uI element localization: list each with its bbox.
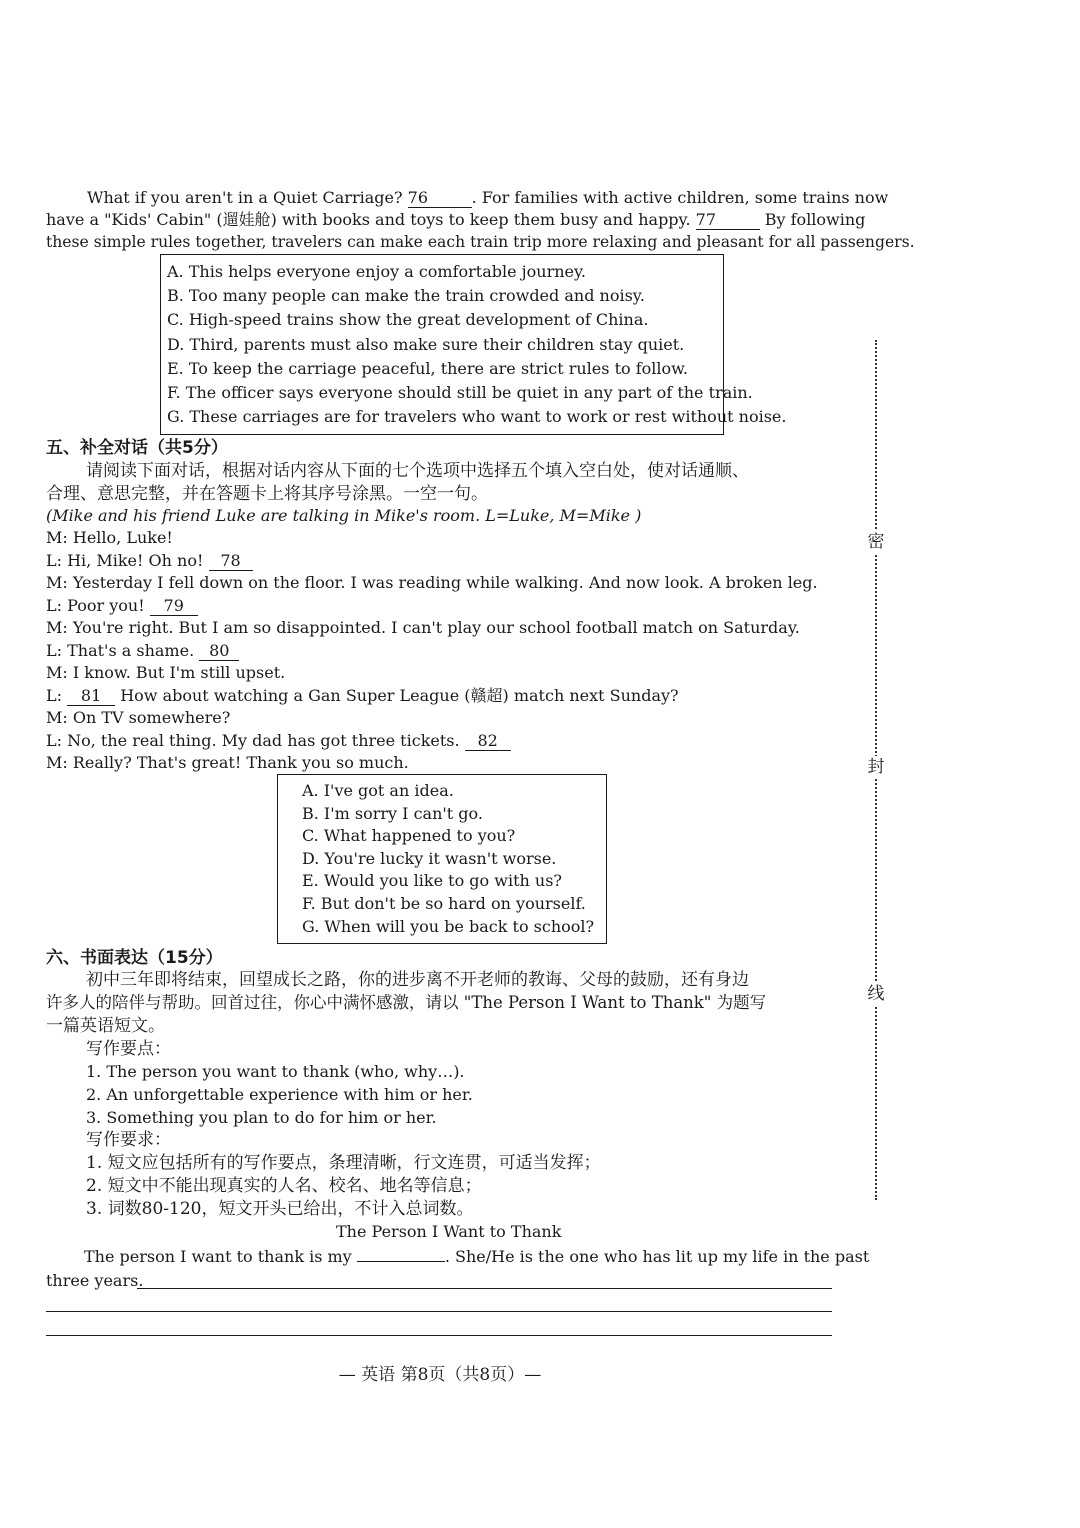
dialogue-option-g: G. When will you be back to school?	[302, 916, 595, 936]
dialogue-options-box	[277, 774, 607, 944]
dialogue-line-9: M: On TV somewhere?	[46, 708, 231, 727]
writing-req-2: 2. 短文中不能出现真实的人名、校名、地名等信息；	[86, 1176, 482, 1196]
reading-option-e: E. To keep the carriage peaceful, there are strict rules to follow.	[167, 358, 689, 378]
dialogue-line-5: M: You're right. But I am so disappointed. I can't play our school football match on Saturday.	[46, 618, 800, 637]
dialogue-option-b: B. I'm sorry I can't go.	[302, 803, 483, 823]
writing-req-1: 1. 短文应包括所有的写作要点，条理清晰，行文连贯，可适当发挥；	[86, 1153, 601, 1173]
writing-req-3: 3. 词数80-120，短文开头已给出，不计入总词数。	[86, 1199, 474, 1219]
reading-options-box	[160, 254, 787, 435]
section6-para-3: 一篇英语短文。	[46, 1016, 165, 1036]
dialogue-option-a: A. I've got an idea.	[302, 781, 454, 800]
reading-line-2: have a "Kids' Cabin" (遛娃舱) with books and toys to keep them busy and happy. 77 By following	[46, 210, 866, 229]
section5-instruction-2: 合理、意思完整，并在答题卡上将其序号涂黑。一空一句。	[46, 484, 488, 504]
dialogue-line-11: M: Really? That's great! Thank you so much.	[46, 753, 409, 772]
dialogue-line-4: L: Poor you! 79	[46, 595, 198, 617]
writing-line-1[interactable]	[137, 1288, 832, 1289]
dialogue-option-e: E. Would you like to go with us?	[302, 871, 562, 891]
section6-para-2: 许多人的陪伴与帮助。回首过往，你心中满怀感激，请以 "The Person I Want to Thank" 为题写	[46, 993, 767, 1012]
dialogue-option-d: D. You're lucky it wasn't worse.	[302, 848, 557, 868]
blank-77[interactable]: 77	[696, 211, 760, 230]
dialogue-line-2: L: Hi, Mike! Oh no! 78	[46, 550, 253, 572]
dialogue-scene: (Mike and his friend Luke are talking in Mike's room. L=Luke, M=Mike )	[46, 506, 642, 525]
dialogue-line-1: M: Hello, Luke!	[46, 528, 173, 547]
blank-79[interactable]: 79	[150, 597, 198, 616]
blank-82[interactable]: 82	[465, 732, 511, 751]
reading-option-f: F. The officer says everyone should still be quiet in any part of the train.	[167, 383, 753, 403]
writing-point-1: 1. The person you want to thank (who, why…).	[86, 1062, 465, 1081]
reading-option-a: A. This helps everyone enjoy a comfortable journey.	[167, 262, 586, 281]
essay-start-line-1: The person I want to thank is my . She/He is the one who has lit up my life in the past	[84, 1247, 870, 1266]
writing-points-title: 写作要点：	[86, 1039, 171, 1059]
blank-78[interactable]: 78	[209, 552, 253, 571]
seal-char-mi: 密	[867, 532, 885, 552]
blank-76[interactable]: 76	[408, 189, 472, 208]
section6-heading: 六、书面表达（15分）	[46, 948, 223, 968]
essay-blank-person[interactable]	[357, 1261, 445, 1262]
section5-heading: 五、补全对话（共5分）	[46, 438, 228, 458]
writing-point-3: 3. Something you plan to do for him or her.	[86, 1108, 437, 1127]
page-footer: — 英语 第8页（共8页）—	[338, 1365, 542, 1385]
dialogue-line-3: M: Yesterday I fell down on the floor. I was reading while walking. And now look. A broken leg.	[46, 573, 818, 592]
dialogue-line-10: L: No, the real thing. My dad has got three tickets. 82	[46, 730, 511, 752]
writing-line-3[interactable]	[46, 1335, 832, 1336]
dialogue-line-8: L: 81 How about watching a Gan Super League (赣超) match next Sunday?	[46, 686, 679, 705]
section5-instruction-1: 请阅读下面对话，根据对话内容从下面的七个选项中选择五个填入空白处，使对话通顺、	[86, 461, 749, 481]
seal-char-xian: 线	[867, 984, 885, 1004]
dialogue-option-f: F. But don't be so hard on yourself.	[302, 893, 586, 913]
reading-option-d: D. Third, parents must also make sure their children stay quiet.	[167, 334, 685, 354]
essay-start-line-2: three years.	[46, 1271, 144, 1290]
section6-para-1: 初中三年即将结束，回望成长之路，你的进步离不开老师的教诲、父母的鼓励，还有身边	[86, 970, 749, 990]
writing-point-2: 2. An unforgettable experience with him or her.	[86, 1085, 473, 1104]
writing-line-2[interactable]	[46, 1311, 832, 1312]
blank-80[interactable]: 80	[199, 642, 239, 661]
seal-char-feng: 封	[867, 757, 885, 777]
reading-line-1: What if you aren't in a Quiet Carriage? 76 . For families with active children, some trains now	[87, 188, 889, 207]
reading-option-c: C. High-speed trains show the great development of China.	[167, 310, 649, 330]
blank-81[interactable]: 81	[67, 687, 115, 706]
essay-title: The Person I Want to Thank	[336, 1222, 562, 1241]
dialogue-line-6: L: That's a shame. 80	[46, 640, 239, 662]
writing-reqs-title: 写作要求：	[86, 1130, 171, 1150]
reading-line-3: these simple rules together, travelers can make each train trip more relaxing and pleasant for all passengers.	[46, 233, 915, 251]
dialogue-line-7: M: I know. But I'm still upset.	[46, 663, 286, 682]
reading-option-g: G. These carriages are for travelers who want to work or rest without noise.	[167, 407, 787, 427]
dialogue-option-c: C. What happened to you?	[302, 826, 516, 846]
reading-option-b: B. Too many people can make the train crowded and noisy.	[167, 286, 645, 306]
